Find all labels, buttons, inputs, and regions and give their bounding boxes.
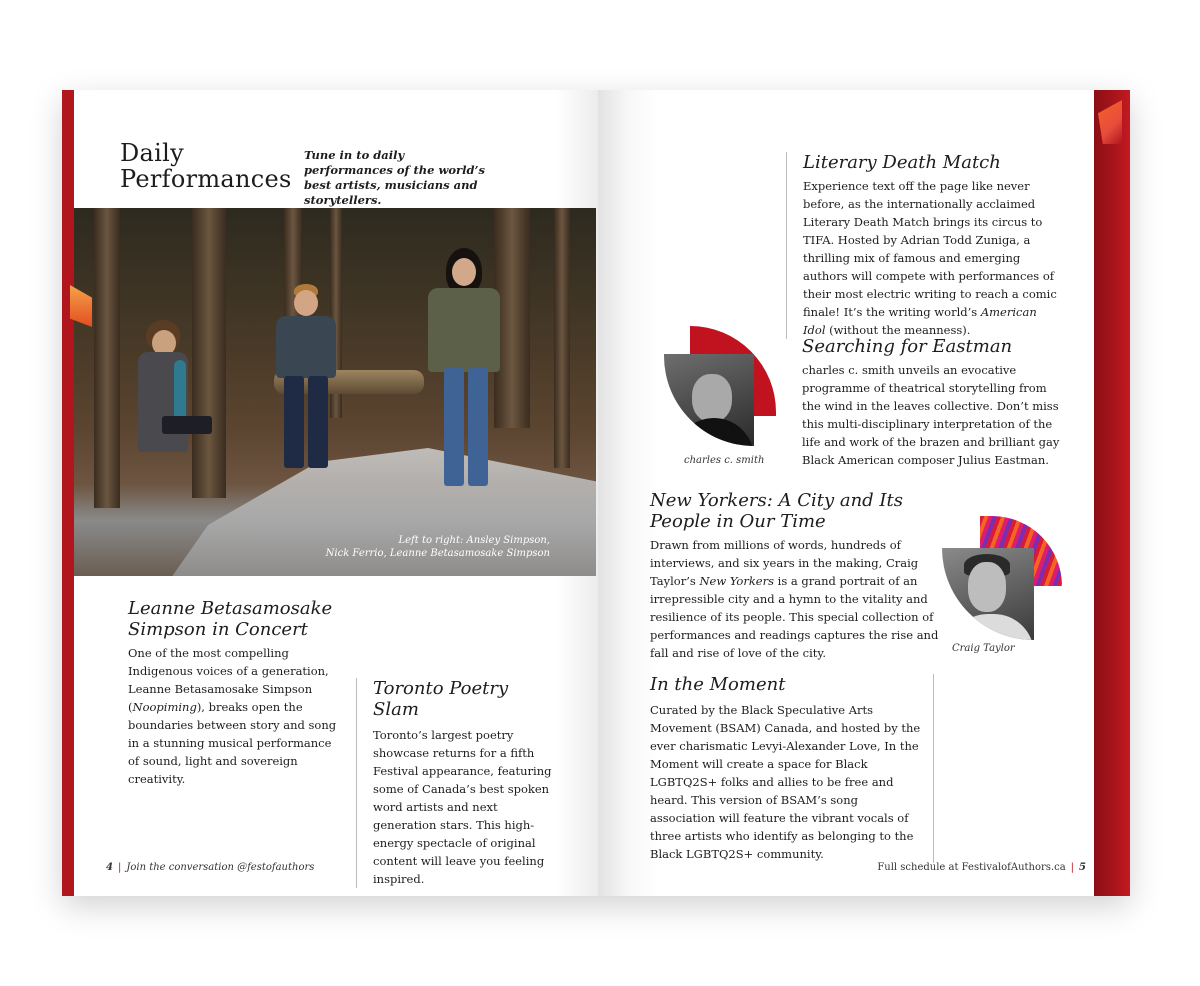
ldm-body-italic: American Idol: [803, 305, 1037, 337]
taylor-caption: Craig Taylor: [952, 643, 1015, 654]
person-left: [122, 316, 212, 516]
folio-right-text: Full schedule at FestivalofAuthors.ca: [877, 862, 1066, 873]
right-cover-edge: [1094, 90, 1130, 896]
folio-left-text: Join the conversation @festofauthors: [126, 862, 315, 873]
poetry-slam-section: [356, 678, 556, 888]
person-middle: [270, 282, 340, 482]
forest-group-photo: [74, 208, 596, 576]
left-page: [74, 90, 598, 896]
eastman-heading: Searching for Eastman: [802, 336, 1013, 357]
eastman-body: charles c. smith unveils an evocative programme of theatrical storytelling from the wind in the leaves collective. Don’t miss this multi-disciplinary interpretation of the life and work of the brazen and brilliant gay Black American composer Julius Eastman.: [802, 363, 1060, 467]
moment-body: Curated by the Black Speculative Arts Movement (BSAM) Canada, and hosted by the ever charismatic Levyi-Alexander Love, In the Moment will create a space for Black LGBTQ2S+ folks and allies to be free and heard. This version of BSAM’s song association will feature the vibrant vocals of three artists who identify as belonging to the Black LGBTQ2S+ community.: [650, 703, 921, 861]
nyc-heading-line-2: People in Our Time: [650, 511, 826, 532]
nyc-body-b: is a grand portrait of an irrepressible city and a hymn to the vitality and resilience of its people. This special collection of performances and readings captures the rise and fall and rise of love of the city.: [650, 574, 939, 660]
literary-death-match-section: [786, 152, 1058, 339]
nyc-body: [650, 536, 940, 662]
intro-text: Tune in to daily performances of the world’s best artists, musicians and storytellers.: [304, 148, 486, 207]
ldm-body-b: (without the meanness).: [825, 323, 971, 337]
poetry-body: Toronto’s largest poetry showcase returns for a fifth Festival appearance, featuring some of Canada’s best spoken word artists and next generation stars. This high-energy spectacle of original content will leave you feeling inspired.: [373, 728, 552, 886]
photo-caption-line-1: Left to right: Ansley Simpson,: [398, 535, 550, 546]
page-number-left: 4: [106, 862, 113, 873]
leanne-heading-line-1: Leanne Betasamosake: [128, 598, 333, 619]
ldm-body-a: Experience text off the page like never before, as the internationally acclaimed Literary Death Match brings its circus to TIFA. Hosted by Adrian Todd Zuniga, a thrilling mix of famous and emerging authors will compete with performances of their most electric writing to reach a comic finale! It’s the writing world’s: [803, 179, 1057, 319]
charles-smith-portrait: [664, 354, 754, 446]
leanne-body-italic: Noopiming: [132, 700, 197, 714]
craig-taylor-portrait: [942, 548, 1034, 640]
searching-for-eastman-section: [802, 336, 1062, 469]
leanne-body-a: One of the most compelling Indigenous voices of a generation, Leanne Betasamosake Simpson (: [128, 646, 329, 714]
tree-trunk: [94, 208, 120, 508]
leanne-heading-line-2: Simpson in Concert: [128, 619, 308, 640]
page-number-right: 5: [1079, 862, 1086, 873]
ldm-body: [803, 177, 1058, 339]
right-page: [598, 90, 1094, 896]
leanne-simpson-section: [128, 598, 338, 788]
page-title: [120, 140, 292, 192]
new-yorkers-section: [650, 490, 940, 662]
folio-divider: |: [1070, 862, 1075, 873]
smith-caption: charles c. smith: [684, 455, 765, 466]
nyc-heading: [650, 490, 940, 532]
photo-caption: [326, 534, 550, 560]
in-the-moment-section: [650, 674, 934, 863]
nyc-body-a: Drawn from millions of words, hundreds of interviews, and six years in the making, Craig Taylor’s: [650, 538, 919, 588]
leanne-body-b: ), breaks open the boundaries between story and song in a stunning musical performance of sound, light and sovereign creativity.: [128, 700, 337, 786]
photo-caption-line-2: Nick Ferrio, Leanne Betasamosake Simpson: [325, 548, 550, 559]
poetry-heading: Toronto Poetry Slam: [373, 678, 509, 720]
ldm-heading: Literary Death Match: [803, 152, 1001, 173]
title-line-1: Daily: [120, 139, 184, 167]
moment-heading: In the Moment: [650, 674, 786, 695]
folio-divider: |: [117, 862, 122, 873]
person-right: [420, 248, 510, 498]
leanne-heading: [128, 598, 338, 640]
title-line-2: Performances: [120, 165, 292, 193]
nyc-heading-line-1: New Yorkers: A City and Its: [650, 490, 904, 511]
leanne-body: [128, 644, 338, 788]
folio-right: [877, 862, 1086, 874]
tree-trunk: [554, 208, 570, 468]
left-cover-edge: [62, 90, 74, 896]
nyc-body-italic: New Yorkers: [699, 574, 775, 588]
folio-left: [106, 862, 314, 874]
